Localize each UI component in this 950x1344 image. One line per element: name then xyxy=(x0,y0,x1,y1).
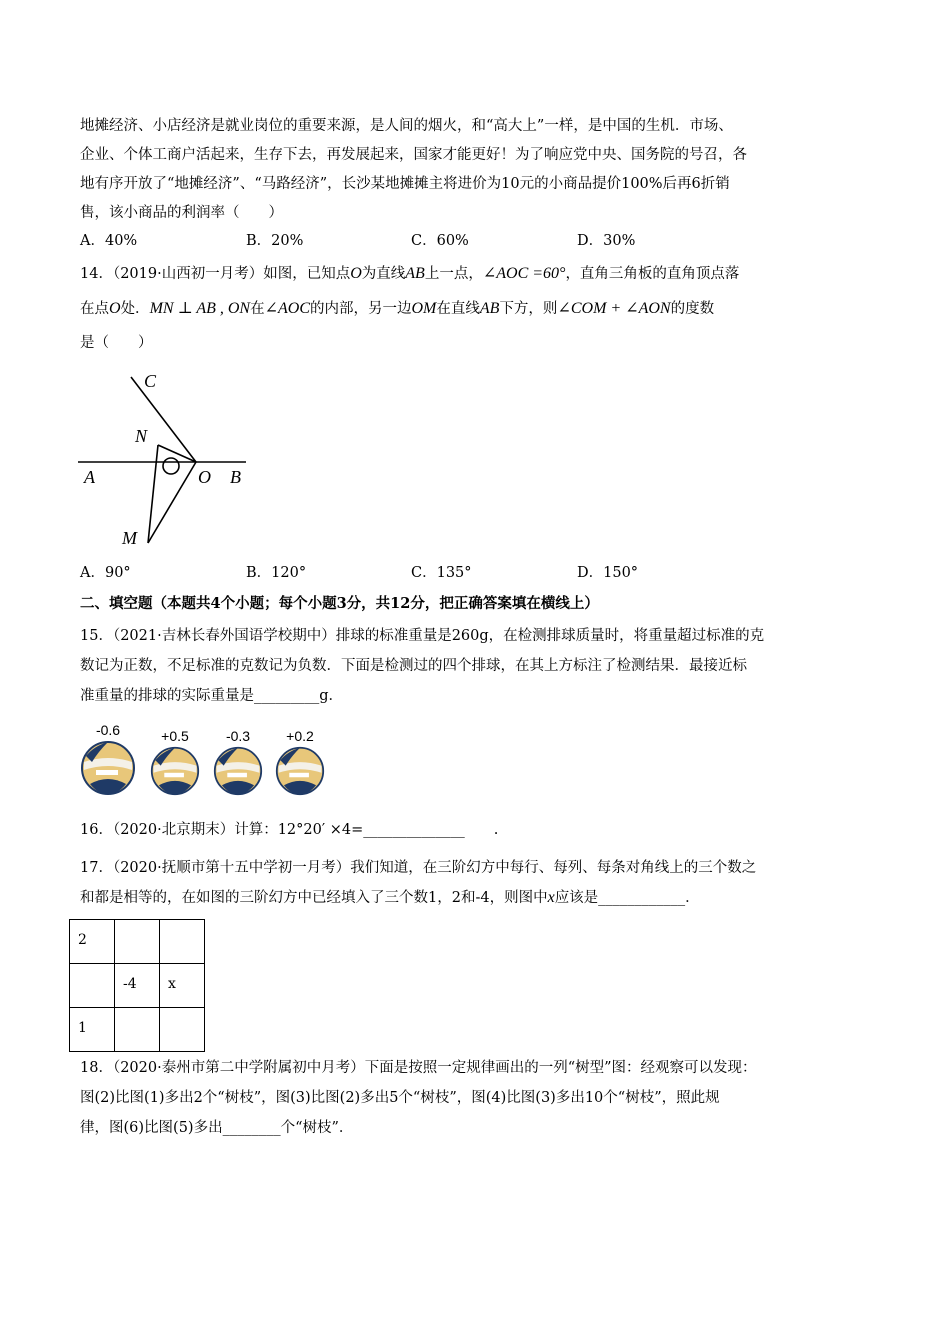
q13-option-a: A．40% xyxy=(80,233,138,249)
q13-option-d: D．30% xyxy=(577,233,636,249)
volleyball-icon xyxy=(210,746,266,796)
right-angle-mark xyxy=(163,458,179,474)
magic-square xyxy=(69,919,205,1052)
q14-line-1 xyxy=(80,264,739,284)
q15-line-1: 15．（2021·吉林长春外国语学校期中）排球的标准重量是260g，在检测排球质量时，将重量超过标准的克 xyxy=(80,628,765,644)
q14-text: ，直角三角板的直角顶点落 xyxy=(565,266,740,282)
q14-text: 的内部，另一边 xyxy=(310,301,412,317)
magic-cell: x xyxy=(160,964,205,1008)
q18-line-2: 图(2)比图(1)多出2个“树枝”，图(3)比图(2)多出5个“树枝”，图(4)比图(3)多出10个“树枝”，照此规 xyxy=(80,1090,720,1106)
q17-line-2 xyxy=(80,888,700,908)
magic-cell xyxy=(160,920,205,964)
q14-prefix: 14．（2019·山西初一月考）如图，已知点 xyxy=(80,266,351,282)
ball-1-label: -0.6 xyxy=(95,722,121,738)
ball-2-label: +0.5 xyxy=(161,728,189,744)
magic-square-row xyxy=(70,920,205,964)
q13-line-1: 地摊经济、小店经济是就业岗位的重要来源，是人间的烟火，和“高大上”一样，是中国的生机．市场、 xyxy=(80,118,733,134)
magic-square-row xyxy=(70,964,205,1008)
q18-line-1: 18．（2020·泰州市第二中学附属初中月考）下面是按照一定规律画出的一列“树型”图：经观察可以发现： xyxy=(80,1060,757,1076)
label-o: O xyxy=(198,467,211,487)
q14-figure xyxy=(78,365,268,555)
q17-line-1: 17．（2020·抚顺市第十五中学初一月考）我们知道，在三阶幻方中每行、每列、每条对角线上的三个数之 xyxy=(80,860,757,876)
magic-square-row xyxy=(70,1008,205,1052)
q15-line-3: 准重量的排球的实际重量是_________g． xyxy=(80,688,344,704)
ball-4-label: +0.2 xyxy=(286,728,314,744)
q14-text: 为直线 xyxy=(361,266,406,282)
magic-cell: -4 xyxy=(115,964,160,1008)
label-n: N xyxy=(135,426,148,446)
q14-option-c: C．135° xyxy=(411,565,472,581)
q14-text: 在点 xyxy=(80,301,109,317)
label-m: M xyxy=(122,528,137,548)
q13-line-2: 企业、个体工商户活起来，生存下去，再发展起来，国家才能更好！为了响应党中央、国务院的号召，各 xyxy=(80,147,747,163)
q14-line-2 xyxy=(80,299,714,319)
q15-line-2: 数记为正数，不足标准的克数记为负数．下面是检测过的四个排球，在其上方标注了检测结果．最接近标 xyxy=(80,658,747,674)
q13-option-b: B．20% xyxy=(246,233,304,249)
label-b: B xyxy=(230,467,241,487)
q18-line-3: 律，图(6)比图(5)多出________个“树枝”． xyxy=(80,1120,354,1136)
q14-line-3: 是（ ） xyxy=(80,335,153,351)
q17-text: 和都是相等的，在如图的三阶幻方中已经填入了三个数1，2和-4，则图中 xyxy=(80,890,548,906)
q14-option-b: B．120° xyxy=(246,565,307,581)
volleyball-icon xyxy=(272,746,328,796)
q14-text: 下方，则 xyxy=(499,301,558,317)
q13-line-4: 售，该小商品的利润率（ ） xyxy=(80,205,283,221)
q14-text: 的度数 xyxy=(670,301,715,317)
q14-condition: MN ⊥ AB , ON xyxy=(149,300,251,317)
section-heading: 二、填空题（本题共4个小题；每个小题3分，共12分，把正确答案填在横线上） xyxy=(80,595,599,612)
q14-text: 在直线 xyxy=(436,301,480,317)
ray-oc xyxy=(131,377,196,462)
q14-text: 上一点， xyxy=(424,266,483,282)
magic-cell xyxy=(115,920,160,964)
q14-text: 在 xyxy=(250,301,265,317)
q14-angle: ∠AOC xyxy=(264,300,310,317)
q17-text: 应该是____________． xyxy=(554,890,700,906)
magic-cell: 1 xyxy=(70,1008,115,1052)
q14-text: 处． xyxy=(120,301,150,317)
q14-angle-sum: ∠COM + ∠AON xyxy=(557,300,671,317)
q14-line-ab: AB xyxy=(479,300,500,317)
q17-variable-x: x xyxy=(547,889,555,906)
q13-option-c: C．60% xyxy=(411,233,469,249)
label-a: A xyxy=(84,467,95,487)
q14-line-ab: AB xyxy=(405,265,425,282)
label-c: C xyxy=(144,371,157,391)
magic-cell xyxy=(70,964,115,1008)
q14-ray-om: OM xyxy=(411,300,437,317)
q13-line-3: 地有序开放了“地摊经济”、“马路经济”，长沙某地摊摊主将进价为10元的小商品提价100%后再6折销 xyxy=(80,176,730,192)
q16-line-1: 16．（2020·北京期末）计算：12°20′ ×4=______________ . xyxy=(80,822,499,838)
ball-3-label: -0.3 xyxy=(225,728,251,744)
q14-option-d: D．150° xyxy=(577,565,639,581)
magic-cell xyxy=(115,1008,160,1052)
magic-cell: 2 xyxy=(70,920,115,964)
volleyball-icon xyxy=(80,740,136,796)
q14-option-a: A．90° xyxy=(80,565,131,581)
q14-point-o: O xyxy=(350,265,362,282)
q14-point-o: O xyxy=(109,300,121,317)
magic-cell xyxy=(160,1008,205,1052)
volleyball-icon xyxy=(147,746,203,796)
q14-angle-aoc: ∠AOC =60° xyxy=(482,265,566,282)
